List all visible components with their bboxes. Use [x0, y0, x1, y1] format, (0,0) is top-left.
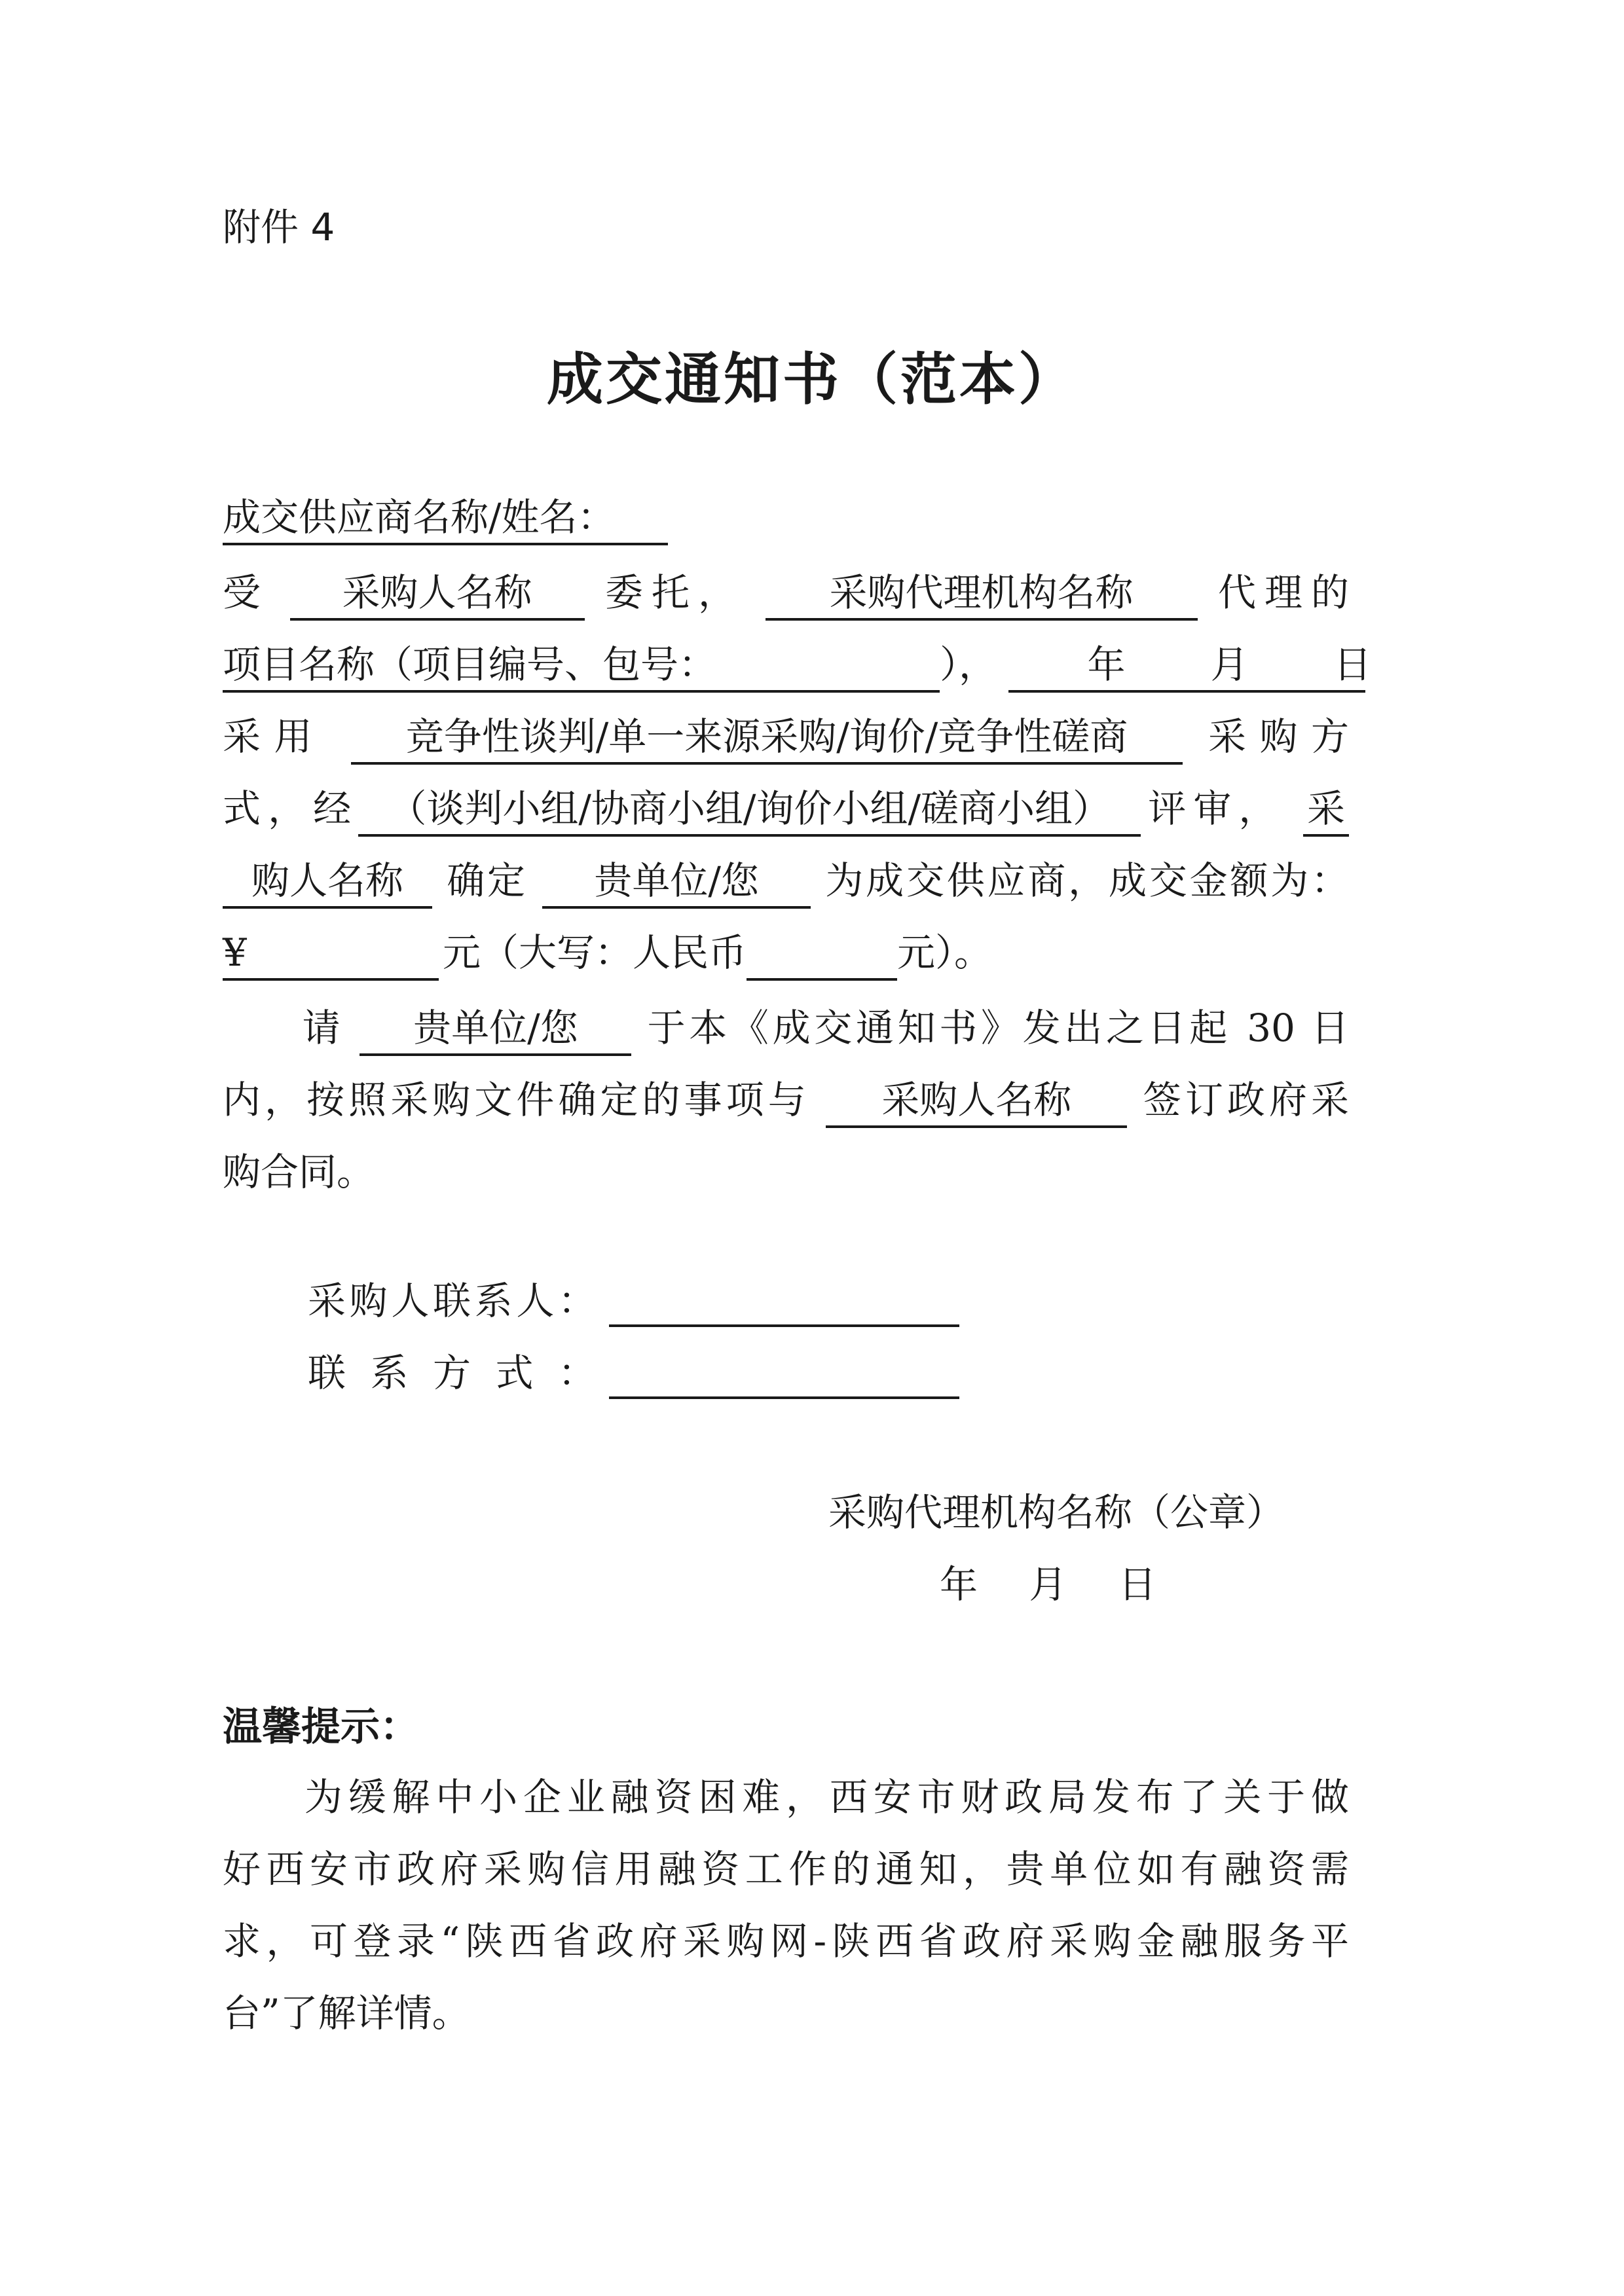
supplier-label: 成交供应商名称/姓名： [223, 492, 668, 545]
text-agency-suffix: 代理的 [1217, 570, 1350, 615]
body-line-9: 购合同。 [223, 1150, 375, 1194]
text-within: 于本《成交通知书》发出之日起 30 日 [647, 1006, 1349, 1050]
agency-name-field: 采购代理机构名称 [766, 567, 1198, 621]
tips-heading: 温馨提示： [223, 1704, 419, 1750]
text-sign: 签订政府采 [1143, 1078, 1350, 1122]
project-field: 项目名称（项目编号、包号： [223, 639, 940, 693]
tips-line-2: 好西安市政府采购信用融资工作的通知，贵单位如有融资需 [223, 1847, 1349, 1891]
text-please: 请 [299, 1006, 344, 1050]
tips-line-1: 为缓解中小企业融资困难，西安市财政局发布了关于做 [299, 1775, 1349, 1819]
body-line-7 [223, 1002, 1349, 1056]
purchaser-name-field-c: 采购人名称 [826, 1074, 1127, 1128]
winner-field-b: 贵单位/您 [360, 1002, 631, 1056]
purchaser-name-field-b2: 购人名称 [223, 855, 432, 909]
text-method-suffix: 采购方 [1208, 714, 1349, 759]
text-determine: 确定 [447, 858, 528, 903]
signature-date: 年 月 日 [940, 1562, 1156, 1607]
agency-seal-label: 采购代理机构名称（公章） [828, 1490, 1285, 1535]
supplier-line [223, 491, 668, 545]
contact-person-row [308, 1273, 959, 1327]
body-line-8 [223, 1074, 1349, 1128]
purchaser-name-field-b1: 采 [1303, 783, 1349, 837]
contact-method-field [609, 1345, 959, 1399]
method-field: 竞争性谈判/单一来源采购/询价/竞争性磋商 [351, 711, 1183, 765]
body-line-2 [223, 638, 1372, 693]
body-line-1 [223, 566, 1349, 621]
contact-person-field [609, 1273, 959, 1327]
tips-line-3: 求，可登录“陕西省政府采购网-陕西省政府采购金融服务平 [223, 1919, 1349, 1963]
text-adopt: 采用 [223, 714, 326, 759]
amount-capital-field [747, 927, 897, 981]
text-l8-prefix: 内，按照采购文件确定的事项与 [223, 1078, 810, 1122]
text-winner: 为成交供应商，成交金额为： [825, 858, 1350, 903]
body-line-3 [223, 710, 1349, 765]
text-project-close: ）， [940, 642, 997, 687]
text-yuan-open: 元（大写：人民币 [443, 930, 747, 975]
text-review: 评审， [1141, 786, 1284, 831]
purchaser-name-field: 采购人名称 [290, 567, 585, 621]
contact-person-label: 采购人联系人： [308, 1279, 596, 1323]
document-title: 成交通知书（范本） [547, 347, 1077, 412]
panel-field: （谈判小组/协商小组/询价小组/磋商小组） [358, 783, 1141, 837]
text-l4-prefix: 式，经 [223, 786, 359, 831]
body-line-5 [223, 854, 1349, 909]
body-line-4 [223, 782, 1349, 837]
contact-method-row [308, 1345, 959, 1399]
contact-method-label: 联系方式： [308, 1351, 596, 1395]
text-shou: 受 [223, 570, 270, 615]
date-field: 年 月 日 [1008, 639, 1365, 693]
winner-field: 贵单位/您 [542, 855, 811, 909]
attachment-label: 附件 4 [223, 205, 335, 249]
amount-field: ¥ [223, 927, 439, 981]
tips-line-4: 台”了解详情。 [223, 1991, 470, 2035]
text-entrust: 委托， [604, 570, 745, 615]
text-yuan-close: 元）。 [897, 930, 993, 975]
body-line-6 [223, 926, 992, 981]
